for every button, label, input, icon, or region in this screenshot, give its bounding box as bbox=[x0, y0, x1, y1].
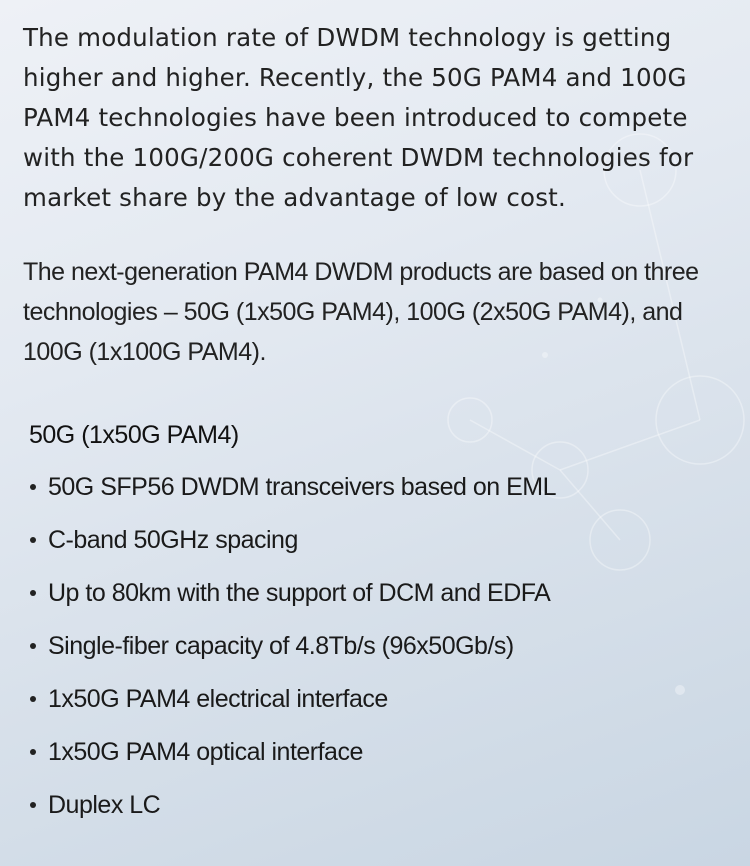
list-item bbox=[23, 684, 733, 714]
list-item bbox=[23, 578, 733, 608]
intro-paragraph: The modulation rate of DWDM technology is getting higher and higher. Recently, the 50G PAM4 and 100G PAM4 technologies have been introduced to compete with the 100G/200G coherent DWDM technologies for market share by the advantage of low cost. bbox=[23, 23, 694, 212]
list-item bbox=[23, 737, 733, 767]
bullet-icon bbox=[30, 484, 36, 490]
article-content bbox=[23, 18, 733, 843]
section-title: 50G (1x50G PAM4) bbox=[29, 421, 239, 449]
bullet-icon bbox=[30, 749, 36, 755]
feature-text: Up to 80km with the support of DCM and EDFA bbox=[48, 579, 551, 607]
technologies-paragraph: The next-generation PAM4 DWDM products are based on three technologies – 50G (1x50G PAM4), 100G (2x50G PAM4), and 100G (1x100G PAM4). bbox=[23, 258, 699, 366]
list-item bbox=[23, 790, 733, 820]
feature-text: 50G SFP56 DWDM transceivers based on EML bbox=[48, 473, 556, 501]
feature-text: Duplex LC bbox=[48, 791, 161, 819]
feature-text: Single-fiber capacity of 4.8Tb/s (96x50Gb/s) bbox=[48, 632, 514, 660]
list-item bbox=[23, 631, 733, 661]
bullet-icon bbox=[30, 696, 36, 702]
feature-text: C-band 50GHz spacing bbox=[48, 526, 298, 554]
list-item bbox=[23, 525, 733, 555]
feature-text: 1x50G PAM4 electrical interface bbox=[48, 685, 388, 713]
feature-text: 1x50G PAM4 optical interface bbox=[48, 738, 363, 766]
bullet-icon bbox=[30, 802, 36, 808]
bullet-icon bbox=[30, 590, 36, 596]
bullet-icon bbox=[30, 537, 36, 543]
bullet-icon bbox=[30, 643, 36, 649]
feature-list bbox=[23, 472, 733, 820]
list-item bbox=[23, 472, 733, 502]
